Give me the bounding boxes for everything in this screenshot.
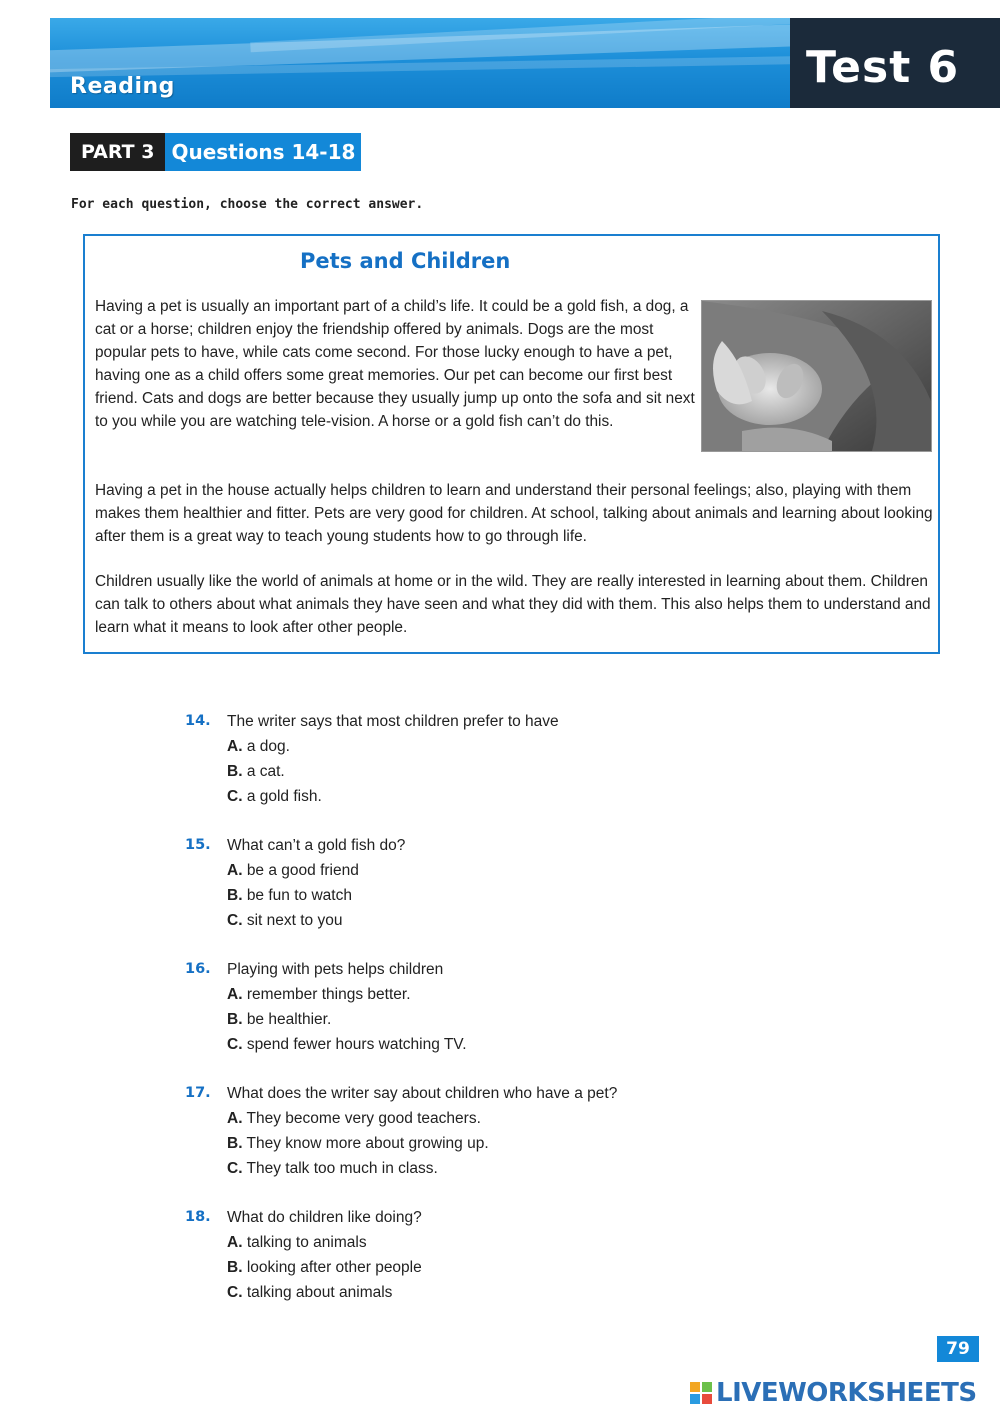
option-letter: C. — [227, 912, 243, 929]
option-text: be healthier. — [246, 1011, 332, 1028]
answer-option[interactable] — [185, 883, 805, 908]
question-text: What do children like doing? — [227, 1209, 422, 1226]
option-text: spend fewer hours watching TV. — [246, 1036, 467, 1053]
part-tag — [70, 133, 361, 171]
option-letter: C. — [227, 1284, 243, 1301]
question-number: 18. — [185, 1209, 211, 1225]
question-15 — [185, 833, 805, 933]
answer-option[interactable] — [185, 1230, 805, 1255]
option-text: talking to animals — [246, 1234, 367, 1251]
answer-option[interactable] — [185, 1280, 805, 1305]
option-letter: A. — [227, 862, 243, 879]
question-text: The writer says that most children prefer to have — [227, 713, 559, 730]
answer-option[interactable] — [185, 982, 805, 1007]
test-title-box — [790, 18, 1000, 108]
reading-title: Pets and Children — [300, 249, 511, 273]
question-17 — [185, 1081, 805, 1181]
answer-option[interactable] — [185, 784, 805, 809]
option-letter: B. — [227, 1011, 243, 1028]
option-letter: C. — [227, 1160, 243, 1177]
option-text: be fun to watch — [246, 887, 352, 904]
liveworksheets-logo-text: LIVEWORKSHEETS — [716, 1378, 977, 1408]
option-letter: A. — [227, 986, 243, 1003]
questions-list — [185, 709, 805, 1329]
option-letter: B. — [227, 1259, 243, 1276]
question-14 — [185, 709, 805, 809]
question-16 — [185, 957, 805, 1057]
questions-range: Questions 14-18 — [165, 133, 361, 171]
question-number: 16. — [185, 961, 211, 977]
option-text: be a good friend — [246, 862, 359, 879]
option-letter: C. — [227, 1036, 243, 1053]
question-number: 17. — [185, 1085, 211, 1101]
question-text: Playing with pets helps children — [227, 961, 444, 978]
instruction-text: For each question, choose the correct answer. — [71, 197, 424, 212]
reading-passage-box — [83, 234, 940, 654]
option-text: sit next to you — [246, 912, 343, 929]
answer-option[interactable] — [185, 759, 805, 784]
answer-option[interactable] — [185, 1255, 805, 1280]
option-text: a dog. — [246, 738, 290, 755]
puppy-photo — [701, 300, 932, 452]
answer-option[interactable] — [185, 734, 805, 759]
option-letter: A. — [227, 1110, 243, 1127]
option-text: They become very good teachers. — [246, 1110, 481, 1127]
option-text: They know more about growing up. — [246, 1135, 489, 1152]
answer-option[interactable] — [185, 1032, 805, 1057]
answer-option[interactable] — [185, 858, 805, 883]
paragraph-1: Having a pet is usually an important part of a child’s life. It could be a gold fish, a dog, a cat or a horse; children enjoy the friendship offered by animals. Dogs are the most popular pets to have, while cats come second. For those lucky enough to have a pet, having one as a child offers some great memories. Our pet can become our first best friend. Cats and dogs are better because they usually jump up onto the sofa and sit next to you while you are watching tele-vision. A horse or a gold fish can’t do this. — [95, 298, 695, 430]
paragraph-2: Having a pet in the house actually helps children to learn and understand their personal feelings; also, playing with them makes them healthier and fitter. Pets are very good for children. At school, talking about animals and learning about looking after them is a great way to teach young students how to go through life. — [95, 482, 933, 545]
page-number: 79 — [937, 1336, 979, 1362]
header-banner — [50, 18, 790, 108]
option-letter: B. — [227, 887, 243, 904]
option-text: a cat. — [246, 763, 285, 780]
puppy-photo-illustration — [702, 301, 931, 451]
answer-option[interactable] — [185, 908, 805, 933]
option-letter: B. — [227, 763, 243, 780]
answer-option[interactable] — [185, 1156, 805, 1181]
test-title: Test 6 — [806, 42, 960, 93]
answer-option[interactable] — [185, 1131, 805, 1156]
option-text: They talk too much in class. — [246, 1160, 438, 1177]
answer-option[interactable] — [185, 1007, 805, 1032]
question-number: 15. — [185, 837, 211, 853]
liveworksheets-logo-icon — [690, 1382, 712, 1404]
option-text: talking about animals — [246, 1284, 393, 1301]
answer-option[interactable] — [185, 1106, 805, 1131]
question-text: What can’t a gold fish do? — [227, 837, 406, 854]
option-letter: A. — [227, 1234, 243, 1251]
question-text: What does the writer say about children who have a pet? — [227, 1085, 618, 1102]
question-18 — [185, 1205, 805, 1305]
option-letter: C. — [227, 788, 243, 805]
section-label: Reading — [70, 74, 175, 99]
option-letter: B. — [227, 1135, 243, 1152]
paragraph-3: Children usually like the world of animals at home or in the wild. They are really interested in learning about them. Children can talk to others about what animals they have seen and what they did with them. This also helps them to understand and learn what it means to look after other people. — [95, 573, 931, 636]
part-label: PART 3 — [70, 133, 165, 171]
option-letter: A. — [227, 738, 243, 755]
liveworksheets-logo[interactable] — [690, 1378, 977, 1408]
question-number: 14. — [185, 713, 211, 729]
option-text: a gold fish. — [246, 788, 322, 805]
option-text: remember things better. — [246, 986, 411, 1003]
option-text: looking after other people — [246, 1259, 422, 1276]
